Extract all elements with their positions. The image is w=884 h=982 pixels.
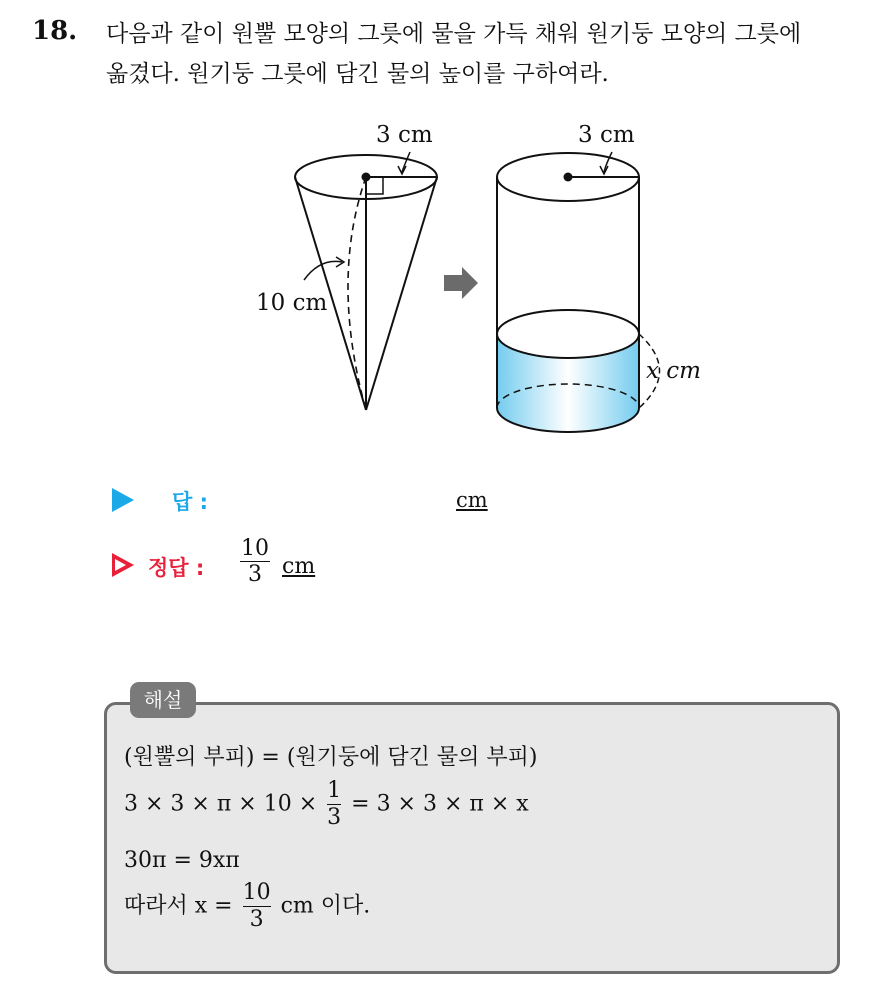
solution-line-1: (원뿔의 부피) = (원기둥에 담긴 물의 부피): [124, 745, 538, 770]
solution-line-4: 따라서 x = $\frac{10}{3}$ cm 이다.: [124, 880, 371, 932]
correct-numerator: 10: [241, 536, 269, 561]
cylinder: [497, 122, 701, 432]
right-arrow-icon: [444, 267, 478, 299]
cone: [256, 122, 437, 410]
problem-line-2: 옮겼다. 원기둥 그릇에 담긴 물의 높이를 구하여라.: [106, 61, 609, 87]
correct-denominator: 3: [240, 561, 270, 587]
problem-line-1: 다음과 같이 원뿔 모양의 그릇에 물을 가득 채워 원기둥 모양의 그릇에: [106, 21, 802, 47]
correct-label: 정답 :: [148, 556, 205, 580]
correct-unit: cm: [282, 554, 316, 579]
solution-line-3: 30π = 9xπ: [124, 848, 240, 873]
problem-number: 18.: [32, 16, 78, 46]
answer-triangle-icon: [112, 488, 134, 512]
answer-label: 답 :: [172, 490, 208, 514]
solution-fraction-1: $\frac{1}{3}$: [327, 778, 342, 830]
solution-tag: 해설: [130, 682, 196, 718]
solution-fraction-2: $\frac{10}{3}$: [242, 880, 271, 932]
cone-slant-label: 10 cm: [256, 290, 328, 316]
correct-fraction: [240, 536, 270, 587]
figure: [0, 0, 884, 470]
cylinder-radius-label: 3 cm: [578, 122, 635, 148]
cylinder-height-label: x cm: [646, 358, 701, 384]
cone-radius-label: 3 cm: [376, 122, 433, 148]
water-fill: [497, 334, 639, 432]
solution-line-2: 3 × 3 × π × 10 × $\frac{1}{3}$ = 3 × 3 × π × x: [124, 778, 529, 830]
answer-unit: cm: [456, 488, 488, 512]
